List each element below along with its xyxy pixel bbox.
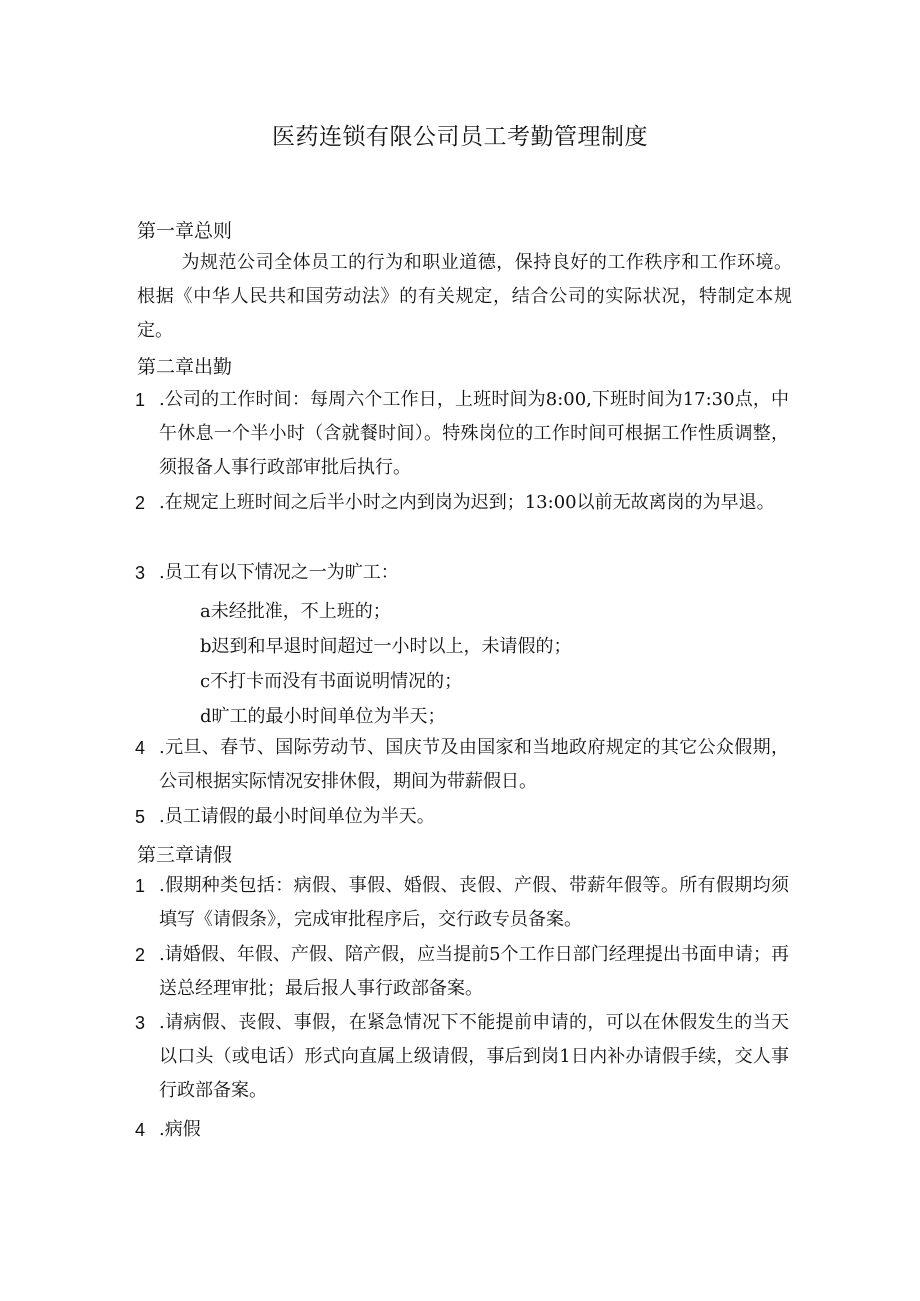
chapter-2-heading: 第二章出勤: [137, 356, 233, 378]
item-text: .员工有以下情况之一为旷工：: [159, 562, 399, 583]
item-text: .元旦、春节、国际劳动节、国庆节及由国家和当地政府规定的其它公众假期，公司根据实际情况安排休假，期间为带薪假日。: [159, 737, 789, 792]
item-text: .在规定上班时间之后半小时之内到岗为迟到；13:00以前无故离岗的为早退。: [159, 492, 775, 513]
chapter-1-heading: 第一章总则: [137, 220, 233, 242]
item-number: 1: [135, 390, 146, 410]
item-text: .病假: [159, 1119, 201, 1140]
absence-case-b: b迟到和早退时间超过一小时以上，未请假的；: [200, 636, 572, 657]
document-title: 医药连锁有限公司员工考勤管理制度: [272, 124, 648, 150]
absence-case-a: a未经批准，不上班的；: [200, 601, 391, 622]
absence-case-d: d旷工的最小时间单位为半天；: [200, 706, 446, 727]
item-number: 3: [135, 563, 146, 583]
item-text: .公司的工作时间：每周六个工作日，上班时间为8:00,下班时间为17:30点，中午休息一个半小时（含就餐时间）。特殊岗位的工作时间可根据工作性质调整，须报备人事行政部审批后执行。: [159, 389, 789, 478]
item-number: 5: [135, 807, 146, 827]
chapter-1-paragraph: [137, 246, 792, 348]
item-number: 2: [135, 945, 146, 965]
item-number: 2: [135, 493, 146, 513]
item-number: 1: [135, 876, 146, 896]
chapter-3-heading: 第三章请假: [137, 844, 233, 866]
item-text: .请病假、丧假、事假，在紧急情况下不能提前申请的，可以在休假发生的当天以口头（或电话）形式向直属上级请假，事后到岗1日内补办请假手续，交人事行政部备案。: [159, 1012, 789, 1101]
absence-case-c: c不打卡而没有书面说明情况的；: [200, 671, 463, 692]
item-text: .员工请假的最小时间单位为半天。: [159, 806, 435, 827]
chapter-1-text: 为规范公司全体员工的行为和职业道德，保持良好的工作秩序和工作环境。根据《中华人民共和国劳动法》的有关规定，结合公司的实际状况，特制定本规定。: [137, 252, 792, 341]
item-text: .请婚假、年假、产假、陪产假，应当提前5个工作日部门经理提出书面申请；再送总经理审批；最后报人事行政部备案。: [159, 944, 789, 999]
item-number: 3: [135, 1013, 146, 1033]
item-number: 4: [135, 738, 146, 758]
item-text: .假期种类包括：病假、事假、婚假、丧假、产假、带薪年假等。所有假期均须填写《请假条》，完成审批程序后，交行政专员备案。: [159, 875, 789, 930]
item-number: 4: [135, 1120, 146, 1140]
